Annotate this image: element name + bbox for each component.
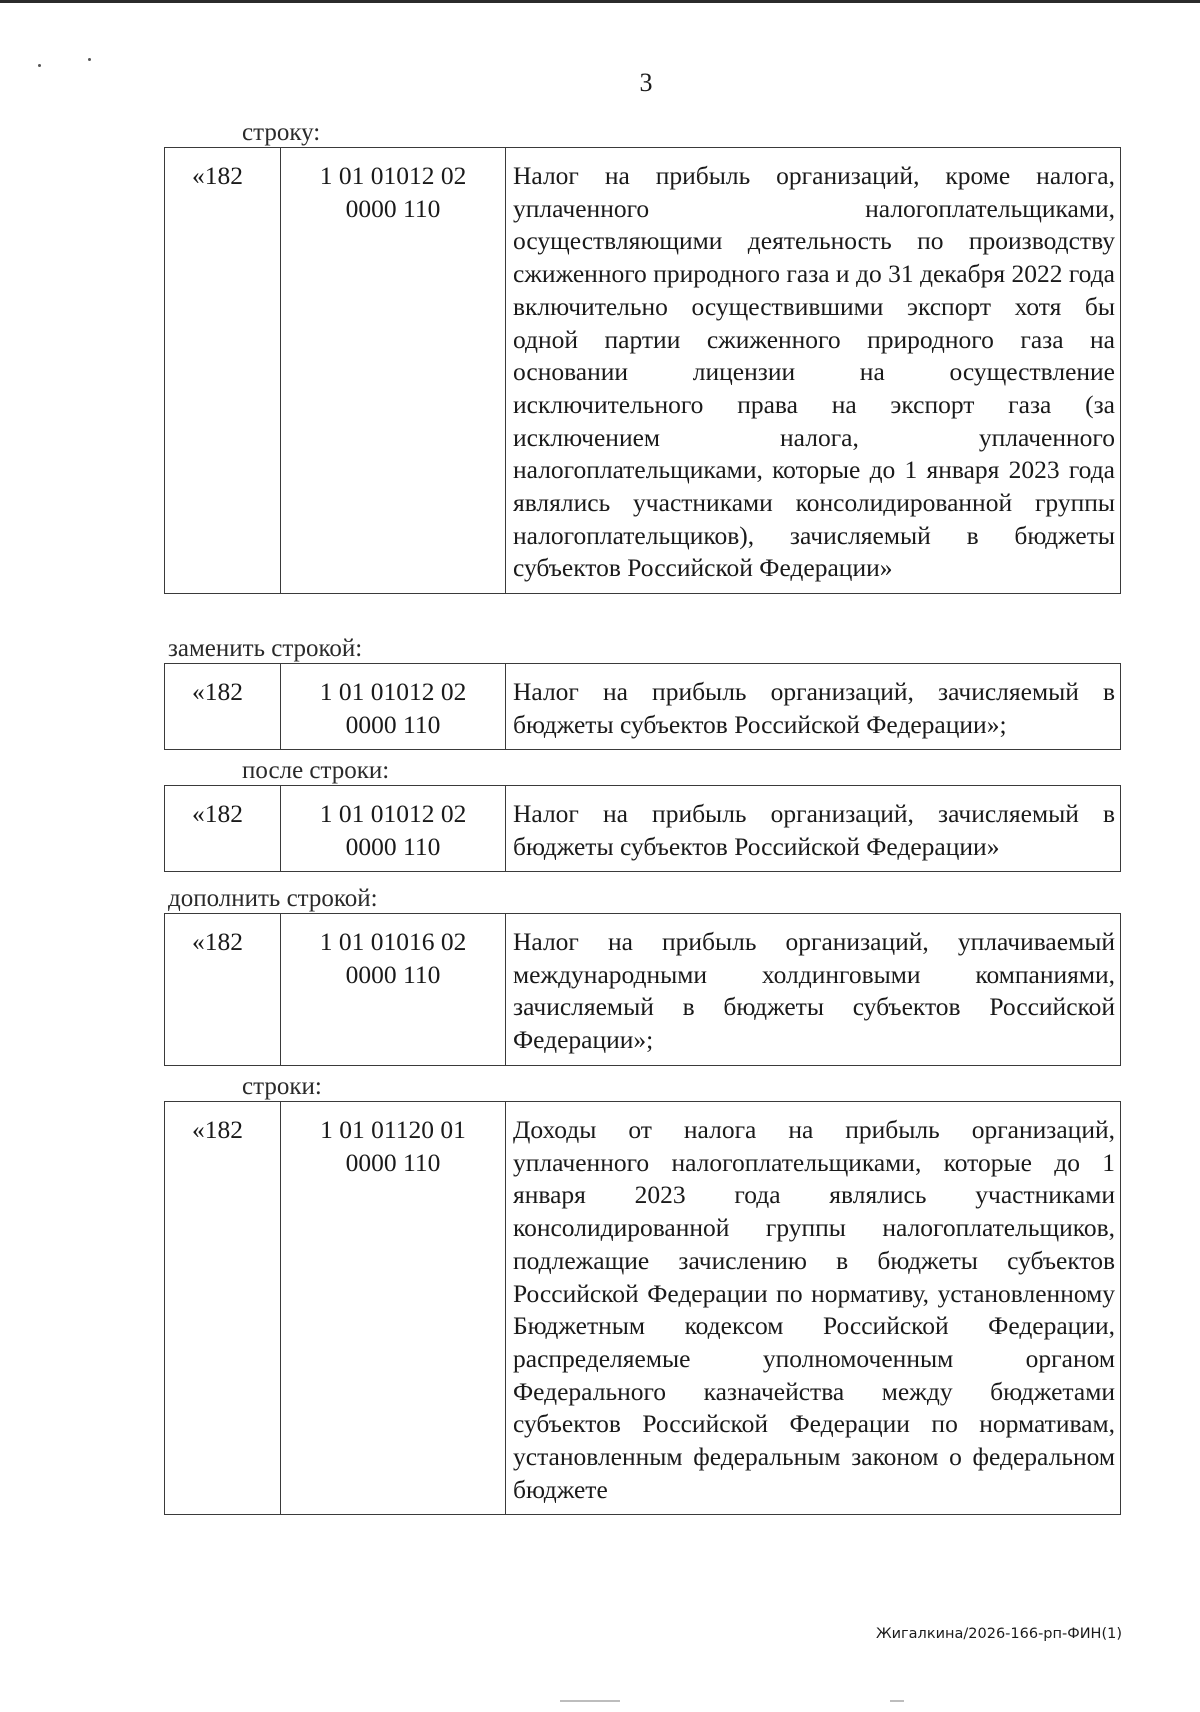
kbk-code-part2: 0000 110 <box>345 1147 441 1177</box>
kbk-code-part2: 0000 110 <box>345 709 441 739</box>
document-reference: Жигалкина/2026-166-рп-ФИН(1) <box>876 1626 1122 1642</box>
scan-smudge <box>890 1700 904 1702</box>
kbk-code-part1: 1 01 01012 02 <box>319 161 467 190</box>
kbk-code-cell <box>281 786 506 872</box>
scan-speck <box>38 64 41 67</box>
page-number: 3 <box>639 68 653 97</box>
scan-top-border <box>0 0 1200 3</box>
caption-replace-with: заменить строкой: <box>168 635 363 662</box>
budget-code-row <box>164 913 1121 1066</box>
revenue-name-cell: Налог на прибыль организаций, кроме налога, уплаченного налогоплательщиками, осуществляющими деятельность по производству сжиженного природного газа и до 31 декабря 2022 года включительно осуществившими экспорт хотя бы одной партии сжиженного природного газа на основании лицензии на осуществление исключительного права на экспорт газа (за исключением налога, уплаченного налогоплательщиками, которые до 1 января 2023 года являлись участниками консолидированной группы налогоплательщиков), зачисляемый в бюджеты субъектов Российской Федерации» <box>506 148 1121 594</box>
kbk-code-part2: 0000 110 <box>345 193 441 223</box>
caption-rows: строки: <box>242 1073 322 1100</box>
table-row <box>165 664 1121 750</box>
table-row <box>165 148 1121 594</box>
scan-smudge <box>560 1700 620 1702</box>
table-row <box>165 786 1121 872</box>
revenue-name-cell: Налог на прибыль организаций, уплачиваемый международными холдинговыми компаниями, зачисляемый в бюджеты субъектов Российской Федерации»; <box>506 914 1121 1066</box>
kbk-code-cell <box>281 148 506 594</box>
kbk-code-part2: 0000 110 <box>345 831 441 861</box>
table-row <box>165 1102 1121 1515</box>
scan-speck <box>88 58 91 61</box>
revenue-name-cell: Налог на прибыль организаций, зачисляемый в бюджеты субъектов Российской Федерации» <box>506 786 1121 872</box>
kbk-code-part1: 1 01 01016 02 <box>319 927 467 956</box>
kbk-code-cell <box>281 1102 506 1515</box>
revenue-name-cell: Налог на прибыль организаций, зачисляемый в бюджеты субъектов Российской Федерации»; <box>506 664 1121 750</box>
admin-code-cell: «182 <box>165 664 281 750</box>
kbk-code-part2: 0000 110 <box>345 959 441 989</box>
budget-code-row <box>164 785 1121 872</box>
kbk-code-part1: 1 01 01120 01 <box>320 1115 466 1144</box>
budget-code-row <box>164 663 1121 750</box>
kbk-code-part1: 1 01 01012 02 <box>319 677 467 706</box>
admin-code-cell: «182 <box>165 914 281 1066</box>
kbk-code-cell <box>281 914 506 1066</box>
kbk-code-cell <box>281 664 506 750</box>
revenue-name-cell: Доходы от налога на прибыль организаций, уплаченного налогоплательщиками, которые до 1 января 2023 года являлись участниками консолидированной группы налогоплательщиков, подлежащие зачислению в бюджеты субъектов Российской Федерации по нормативу, установленному Бюджетным кодексом Российской Федерации, распределяемые уполномоченным органом Федерального казначейства между бюджетами субъектов Российской Федерации по нормативам, установленным федеральным законом о федеральном бюджете <box>506 1102 1121 1515</box>
budget-code-row <box>164 1101 1121 1515</box>
caption-add-row: дополнить строкой: <box>168 885 378 912</box>
table-row <box>165 914 1121 1066</box>
kbk-code-part1: 1 01 01012 02 <box>319 799 467 828</box>
admin-code-cell: «182 <box>165 786 281 872</box>
caption-after-row: после строки: <box>242 757 390 784</box>
admin-code-cell: «182 <box>165 148 281 594</box>
budget-code-row <box>164 147 1121 594</box>
admin-code-cell: «182 <box>165 1102 281 1515</box>
caption-row-to-replace: строку: <box>242 119 321 146</box>
